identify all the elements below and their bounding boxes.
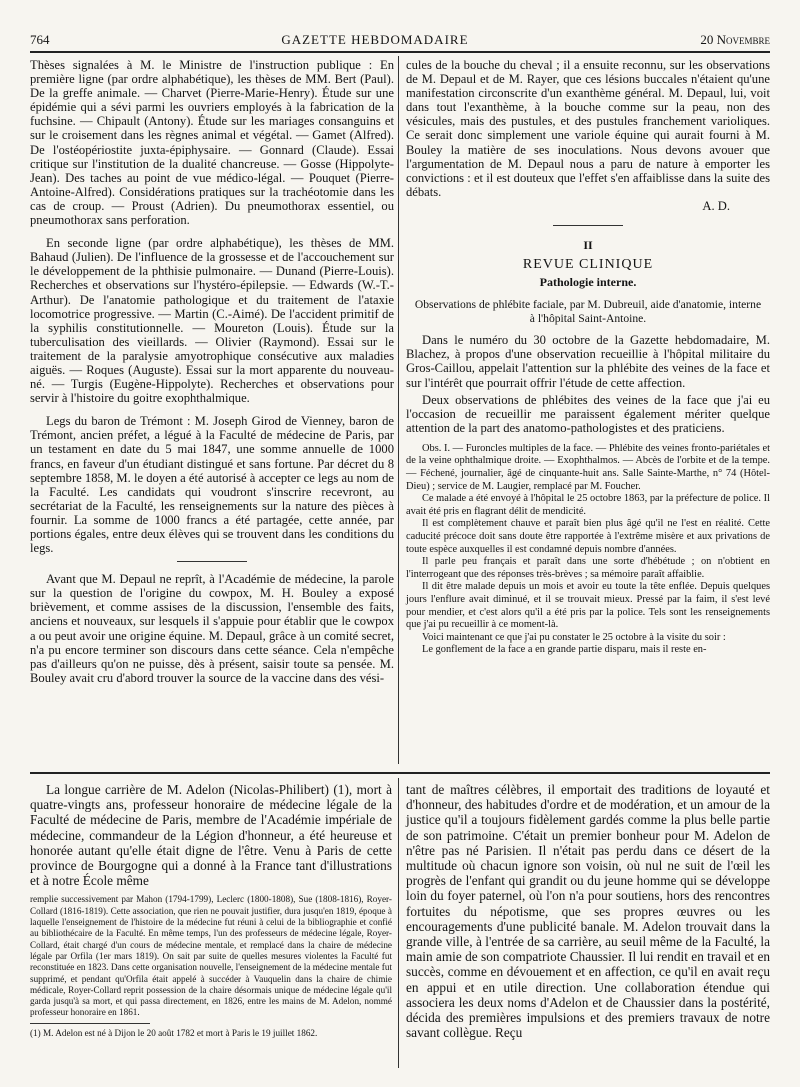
observation-text: Il parle peu français et paraît dans une sorte d'hébétude ; on n'obtient en l'interrogeant que des réponses très-brèves ; sa mémoire paraît affaiblie. xyxy=(406,556,770,580)
tremont-legacy-paragraph: Legs du baron de Trémont : M. Joseph Girod de Vienney, baron de Trémont, ancien préfet, a légué à la Faculté de médecine de Paris, par un testament en date du 5 mai 1847, une somme annuelle de 1000 francs, en faveur d'un étudiant distingué et sans fortune. Par décret du 8 septembre 1858, M. le doyen a été autorisé à accepter ce legs au nom de la Faculté. Les candidats qui voudront s'inscrire recevront, au secrétariat de la Faculté, les renseignements sur la nature des pièces à fournir. La somme de 1000 francs a été partagée, cette année, par portions égales, entre deux élèves qui se trouvent dans les conditions du legs. xyxy=(30,414,394,556)
issue-date: 20 Novembre xyxy=(700,32,770,47)
observation-text: Voici maintenant ce que j'ai pu constater le 25 octobre à la visite du soir : xyxy=(422,631,726,643)
footnote: (1) M. Adelon est né à Dijon le 20 août 1782 et mort à Paris le 19 juillet 1862. xyxy=(30,1027,318,1038)
header-rule xyxy=(30,51,770,53)
adelon-paragraph: La longue carrière de M. Adelon (Nicolas-Philibert) (1), mort à quatre-vingts ans, professeur honoraire de médecine légale de la Faculté de médecine de Paris, membre de l'Académie impériale de médecine, commandeur de la Légion d'honneur, a été heureuse et honorée autant qu'elle était digne de l'être. Venu à Paris de cette province de Bourgogne qui a donné à la France tant d'illustrations et à notre École même xyxy=(30,782,392,889)
intro-paragraph-2: Deux observations de phlébites des veines de la face que j'ai eu l'occasion de recueillir me paraissent également mériter quelque attention de la part des anatomo-pathologistes et des praticiens. xyxy=(406,392,770,435)
column-separator xyxy=(398,778,399,1068)
section-subtitle: Pathologie interne. xyxy=(539,275,637,290)
observation-text: Il est complètement chauve et paraît bien plus âgé qu'il ne l'est en réalité. Cette caducité précoce doit sans doute être rapportée à l'extrême misère et aux privations de toute espèce auxquelles il est condamné depuis nombre d'années. xyxy=(406,518,770,555)
feuilleton-right xyxy=(406,782,770,1040)
cowpox-paragraph: Avant que M. Depaul ne reprît, à l'Académie de médecine, la parole sur la question de l'origine du cowpox, M. H. Bouley a exposé brièvement, et comme assises de la discussion, l'ensemble des faits, anciens et nouveaux, sur lesquels il s'appuie pour établir que le cowpox a ou peut avoir une origine équine. M. Depaul, grâce à un comité secret, n'a pu encore terminer son discours dans cette séance. Cela n'empêche pas d'ailleurs qu'on ne puisse, dès à présent, saisir toute sa pensée. M. Bouley avait cru d'abord trouver la source de la vaccine dans des vési- xyxy=(30,572,394,685)
journal-title: GAZETTE HEBDOMADAIRE xyxy=(281,32,469,47)
footnote-rule xyxy=(30,1023,150,1024)
intro-paragraph-1: Dans le numéro du 30 octobre de la Gazette hebdomadaire, M. Blachez, à propos d'une observation recueillie à l'hôpital militaire du Gros-Caillou, appelait l'attention sur la phlébite des veines de la face et sur l'intérêt que pourrait offrir l'étude de cette affection. xyxy=(406,333,770,390)
observation-text: Le gonflement de la face a en grande partie disparu, mais il reste en- xyxy=(422,644,707,656)
section-divider xyxy=(177,561,247,562)
section-divider xyxy=(553,225,623,226)
signature: A. D. xyxy=(702,198,730,213)
adelon-continuation: tant de maîtres célèbres, il emportait des traditions de loyauté et d'honneur, des habitudes d'ordre et de modération, et un amour de la justice qu'il a toujours fidèlement gardés comme la plus belle partie de son patrimoine. C'était un premier bonheur pour M. Adelon de n'être pas né Parisien. Il n'était pas perdu dans ce désert de la multitude où chacun ignore son voisin, où nul ne suit de l'œil les progrès de l'enfant qui grandit ou du jeune homme qui se développe loin du foyer paternel, où l'on n'a pour soutiens, hors des rencontres fortuites du népotisme, que ses propres œuvres ou les encouragements d'une publicité banale. M. Adelon trouvait dans la grande ville, à l'entrée de sa carrière, au seuil même de la Faculté, la main amie de son compatriote Chaussier. Il lui rendit en travail et en succès, comme en dévouement et en affection, ce qu'il en avait reçu en appui et en utile direction. Une collaboration étendue qui associera les deux noms d'Adelon et de Chaussier dans la postérité, décida des premières impulsions et des premiers travaux de notre savant collègue. Reçu xyxy=(406,782,770,1041)
theses-paragraph-2: En seconde ligne (par ordre alphabétique), les thèses de MM. Bahaud (Julien). De l'influence de la grossesse et de l'accouchement sur le développement de la phthisie pulmonaire. — Dunand (Pierre-Louis). Recherches et observations sur l'hystéro-épilepsie. — Edwards (W.-T.-Arthur). De l'anatomie pathologique et du traitement de l'ataxie locomotrice progressive. — Martin (C.-Aimé). De l'accident primitif de la syphilis constitutionnelle. — Moureton (Louis). Étude sur la tuberculisation des vieillards. — Olivier (Raymond). Essai sur le traitement de la paralysie amyotrophique consécutive aux maladies aiguës. — Roques (Auguste). Essai sur la mort apparente du nouveau-né. — Turgis (Eugène-Hippolyte). Recherches et observations pour servir à l'histoire du goitre exophthalmique. xyxy=(30,236,394,406)
cowpox-continuation: cules de la bouche du cheval ; il a ensuite reconnu, sur les observations de M. Depaul et de M. Rayer, que ces lésions buccales n'étaient qu'une manifestation circonscrite d'un exanthème général. M. Depaul, lui, voit dans tout l'exanthème, à la bouche comme sur la peau, non des vésicules, mais des pustules, et des pustules franchement varioliques. Ce serait donc simplement une variole équine qui aurait fourni à M. Bouley la matière de ses inoculations. Nous devons avouer que l'argumentation de M. Depaul nous a paru de nature à emporter les convictions : et il est douteux que l'effet s'en affaiblisse dans la suite des débats. xyxy=(406,58,770,199)
observation-case-title: Obs. I. — Furoncles multiples de la face. — Phlébite des veines fronto-pariétales et de la veine ophthalmique droite. — Exophthalmos. — Abcès de l'orbite et de la tempe. — Féchené, journalier, âgé de cinquante-huit ans. Salle Sainte-Marthe, n° 74 (Hôtel-Dieu) ; service de M. Laugier, remplacé par M. Foucher. xyxy=(406,442,770,492)
feuilleton-rule xyxy=(30,772,770,774)
footnote-continuation: remplie successivement par Mahon (1794-1799), Leclerc (1800-1808), Sue (1808-1816), Royer-Collard (1816-1819). Cette association, que rien ne pouvait justifier, dura jusqu'en 1819, époque à laquelle l'enseignement de l'histoire de la médecine fut réuni à celui de la bibliographie et confié au bibliothécaire de la Faculté. En même temps, l'un des professeurs de médecine légale, Royer-Collard, était chargé d'un cours de médecine mentale, et remplacé dans la chaire de médecine légale par Orfila (1er mars 1819). On sait par suite de quelles mesures violentes la Faculté fut reconstituée en 1823. Dans cette organisation nouvelle, l'enseignement de la médecine mentale fut supprimé, et pendant qu'Orfila était appelé à succéder à Vauquelin dans la chaire de chimie médicale, Royer-Collard reprit possession de la chaire désormais unique de médecine légale qu'il garda jusqu'à sa mort, et qui passa directement, en 1826, entre les mains de M. Adelon, nommé professeur honoraire en 1861. xyxy=(30,894,392,1018)
theses-paragraph-1: Thèses signalées à M. le Ministre de l'instruction publique : En première ligne (par ordre alphabétique), les thèses de MM. Bert (Paul). De la greffe animale. — Charvet (Pierre-Marie-Henry). Étude sur une épidémie qui a sévi parmi les ouvriers employés à la fabrication de la fuchsine. — Chipault (Antony). Étude sur les mariages consanguins et sur le croisement dans les règnes animal et végétal. — Gamet (Alfred). De l'ostéopériostite juxta-épiphysaire. — Gonnard (Claude). Essai critique sur l'institution de la dualité chancreuse. — Gosse (Hippolyte-Jean). Des taches au point de vue médico-légal. — Pouquet (Pierre-Antoine-Alfred). Considérations pratiques sur la trachéotomie dans les cas de croup. — Proust (Adrien). Du pneumothorax essentiel, ou pneumothorax sans perforation. xyxy=(30,58,394,228)
observation-heading: Observations de phlébite faciale, par M. Dubreuil, aide d'anatomie, interne à l'hôpital Saint-Antoine. xyxy=(414,298,762,325)
page-number: 764 xyxy=(30,32,50,47)
left-column xyxy=(30,58,394,685)
column-separator xyxy=(398,56,399,764)
feuilleton-left xyxy=(30,782,392,1039)
section-number: II xyxy=(583,238,593,253)
section-title: REVUE CLINIQUE xyxy=(522,257,654,273)
page-header xyxy=(30,26,770,48)
observation-text: Il dit être malade depuis un mois et avoir eu toute la tête enflée. Depuis quelques jours l'enflure avait diminué, et il se trouvait mieux. Pressé par la faim, il s'est levé pour mendier, et c'est alors qu'il a été pris par la police. Tels sont les renseignements que j'ai pu recueillir à ce moment-là. xyxy=(406,581,770,631)
observation-text: Ce malade a été envoyé à l'hôpital le 25 octobre 1863, par la préfecture de police. Il avait été pris en flagrant délit de mendicité. xyxy=(406,493,770,517)
right-column xyxy=(406,58,770,657)
